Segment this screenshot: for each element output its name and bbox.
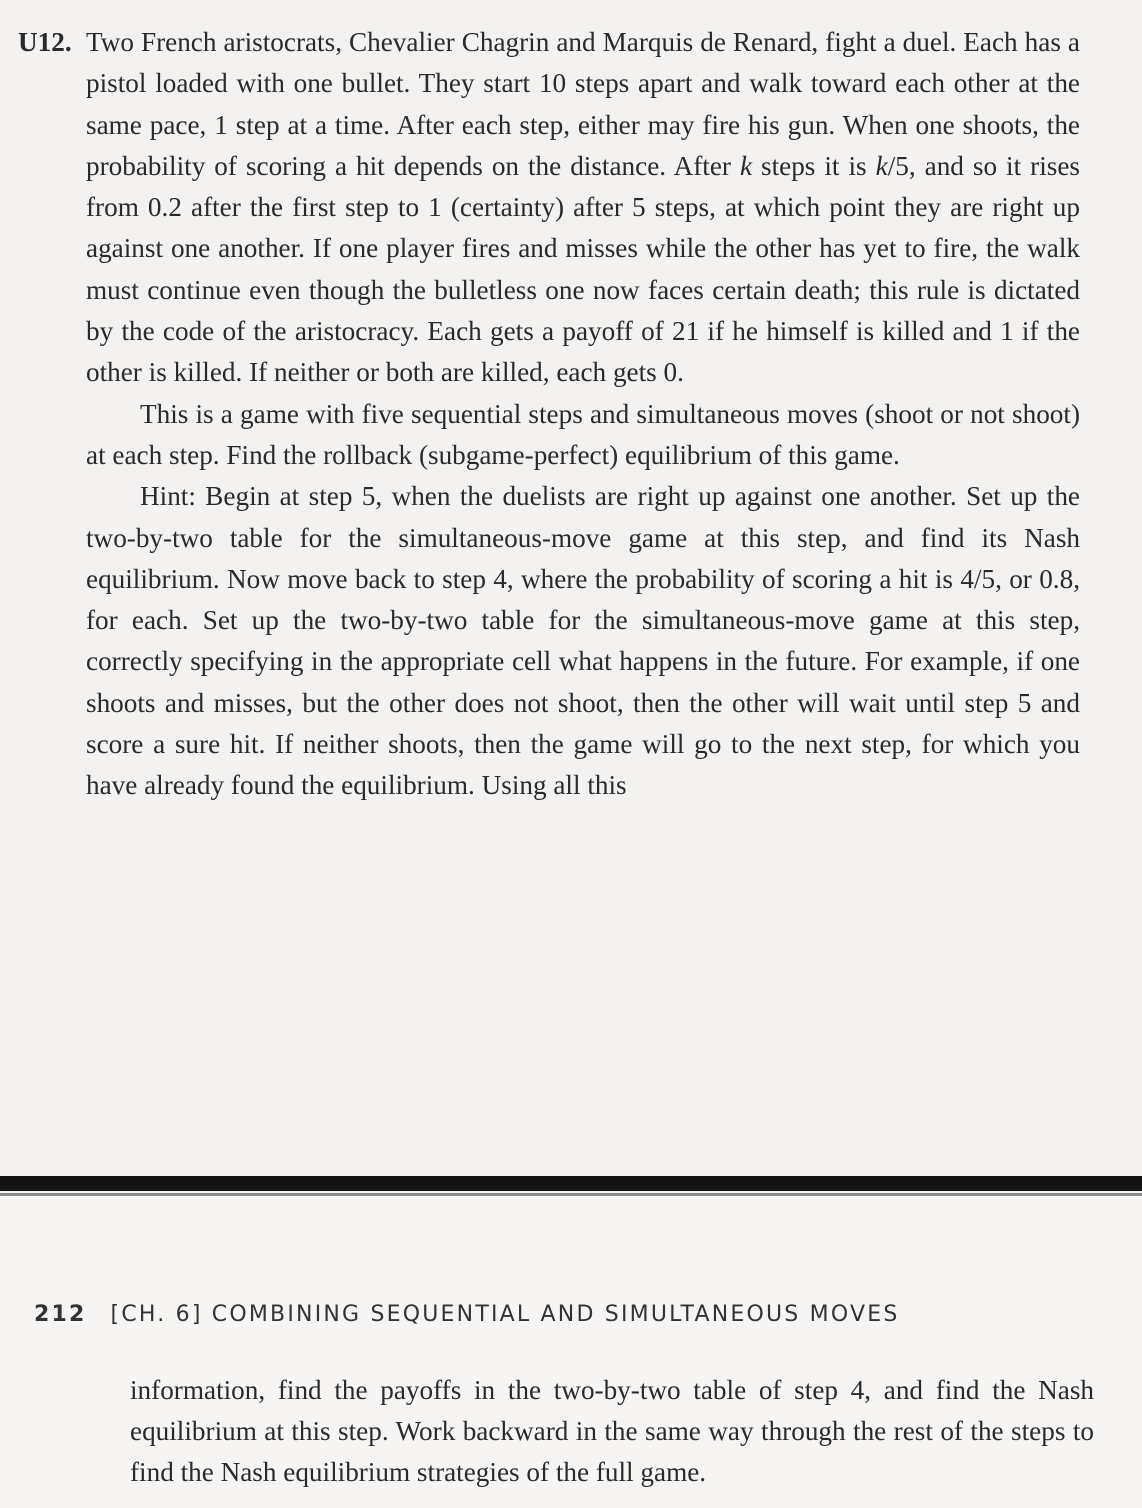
problem-paragraph-1-part-a: Two French aristocrats, Chevalier Chagrin and Marquis de Renard, fight a duel. Each has a pistol loaded with one bullet. They start 10 steps apart and walk toward each other at the same pace, 1 step at a time. After each step, either may fire his gun. When one shoots, the probability of scoring a hit depends on the distance. After bbox=[86, 27, 1080, 181]
continuation-paragraph: information, find the payoffs in the two-by-two table of step 4, and find the Nash equilibrium at this step. Work backward in the same way through the rest of the steps to find the Nash equilibrium strategies of the full game. bbox=[130, 1375, 1094, 1487]
page-divider-bar bbox=[0, 1176, 1142, 1191]
problem-paragraph-1 bbox=[86, 22, 1080, 394]
variable-k: k bbox=[739, 150, 753, 181]
page-number: 212 bbox=[34, 1302, 87, 1327]
problem-text bbox=[86, 22, 1080, 807]
variable-k-2: k bbox=[875, 150, 888, 181]
problem-paragraph-1-part-c: /5, and so it rises from 0.2 after the first step to 1 (certainty) after 5 steps, at which point they are right up against one another. If one player fires and misses while the other has yet to fire, the walk must continue even though the bulletless one now faces certain death; this rule is dictated by the code of the aristocracy. Each gets a payoff of 21 if he himself is killed and 1 if the other is killed. If neither or both are killed, each gets 0. bbox=[86, 150, 1080, 388]
running-head bbox=[34, 1302, 900, 1327]
problem-paragraph-1-part-b: steps it is bbox=[752, 150, 876, 181]
continuation-text bbox=[130, 1370, 1094, 1493]
problem-paragraph-hint: Hint: Begin at step 5, when the duelists are right up against one another. Set up the two-by-two table for the simultaneous-move game at this step, and find its Nash equilibrium. Now move back to step 4, where the probability of scoring a hit is 4/5, or 0.8, for each. Set up the two-by-two table for the simultaneous-move game at this step, correctly specifying in the appropriate cell what happens in the future. For example, if one shoots and misses, but the other does not shoot, then the other will wait until step 5 and score a sure hit. If neither shoots, then the game will go to the next step, for which you have already found the equilibrium. Using all this bbox=[86, 481, 1080, 801]
problem-paragraph-2: This is a game with five sequential steps and simultaneous moves (shoot or not shoot) at each step. Find the rollback (subgame-perfect) equilibrium of this game. bbox=[86, 398, 1080, 470]
problem-number: U12. bbox=[18, 27, 72, 57]
chapter-title: [CH. 6] COMBINING SEQUENTIAL AND SIMULTANEOUS MOVES bbox=[110, 1302, 900, 1327]
